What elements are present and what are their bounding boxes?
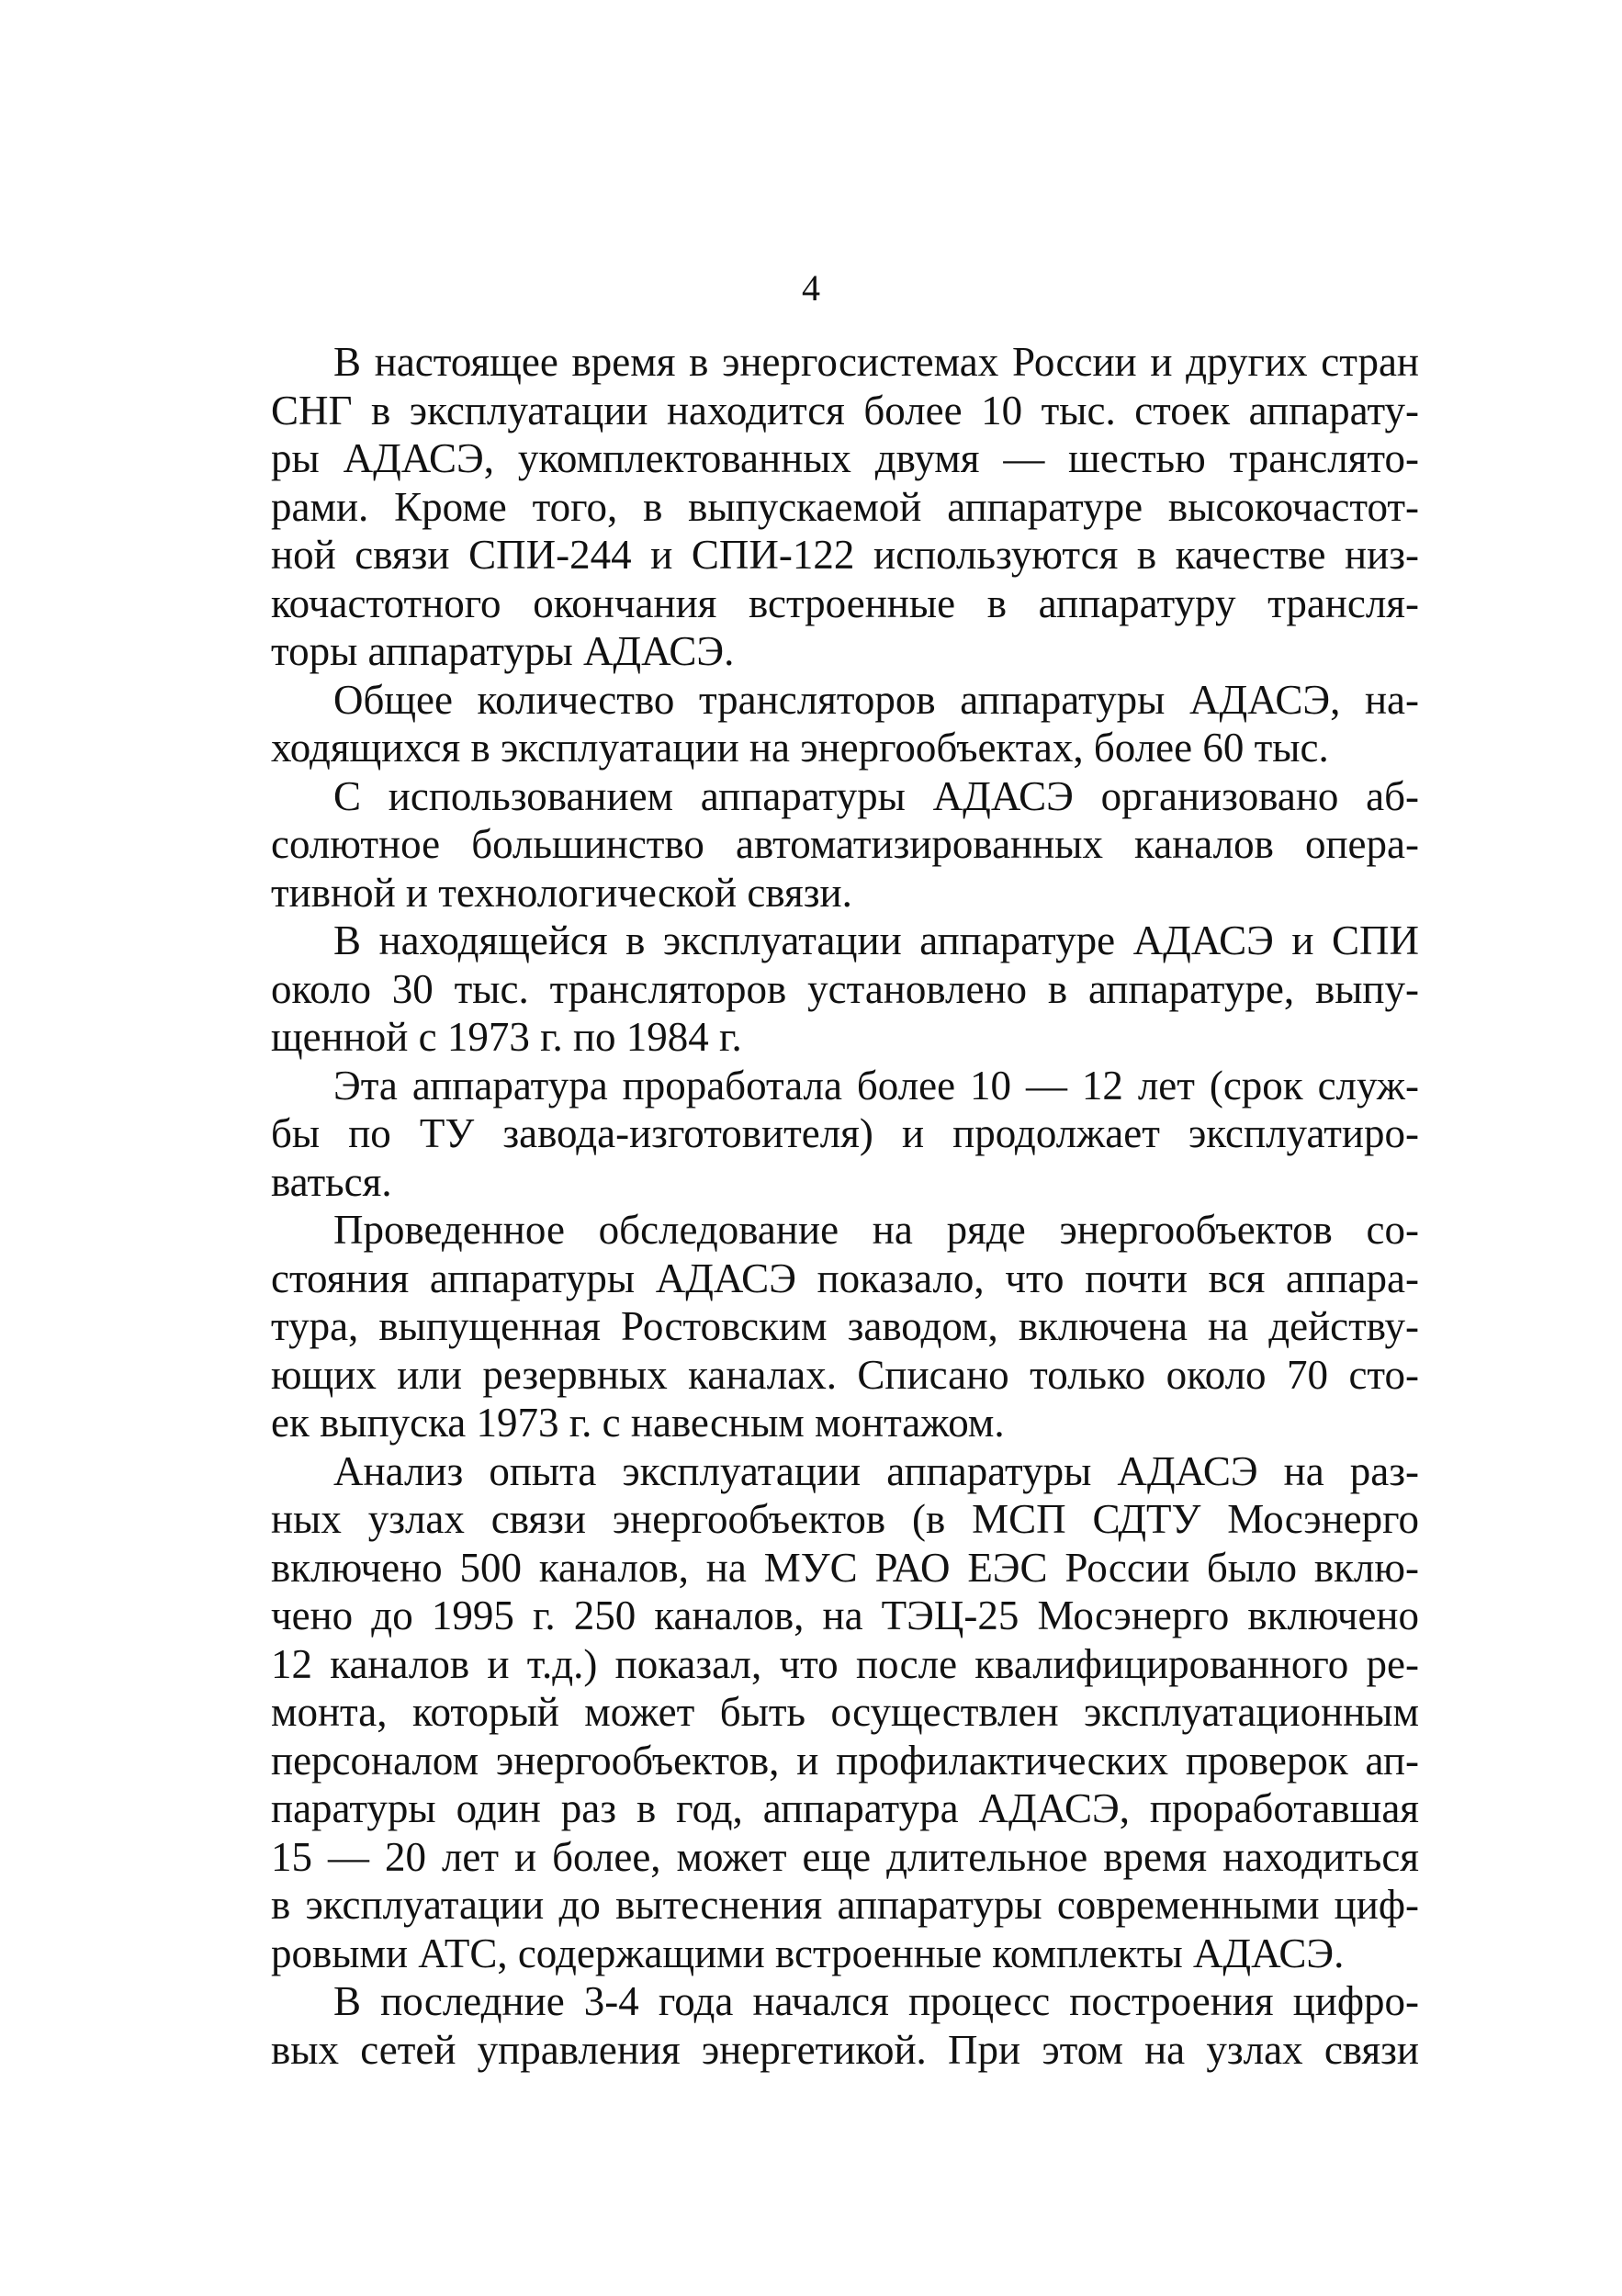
- text-line: ходящихся в эксплуатации на энергообъектах, более 60 тыс.: [271, 725, 1329, 771]
- paragraph: [271, 917, 1419, 1062]
- text-line: тивной и технологической связи.: [271, 869, 852, 916]
- paragraph: [271, 1447, 1419, 1978]
- page-number: 4: [802, 267, 820, 309]
- text-line: ющих или резервных каналах. Списано только около 70 сто-: [271, 1351, 1419, 1398]
- text-line: кочастотного окончания встроенные в аппаратуру трансля-: [271, 580, 1419, 626]
- text-line: Общее количество трансляторов аппаратуры АДАСЭ, на-: [333, 676, 1419, 723]
- text-line: стояния аппаратуры АДАСЭ показало, что почти вся аппара-: [271, 1255, 1419, 1301]
- paragraph: [271, 1062, 1419, 1207]
- text-line: персоналом энергообъектов, и профилактических проверок ап-: [271, 1737, 1419, 1784]
- text-line: В настоящее время в энергосистемах России и других стран: [333, 339, 1419, 385]
- paragraph: [271, 676, 1419, 772]
- text-line: С использованием аппаратуры АДАСЭ организовано аб-: [333, 772, 1419, 819]
- text-line: торы аппаратуры АДАСЭ.: [271, 628, 735, 674]
- text-line: рами. Кроме того, в выпускаемой аппаратуре высокочастот-: [271, 483, 1419, 530]
- text-line: В последние 3-4 года начался процесс построения цифро-: [333, 1978, 1419, 2024]
- text-line: Проведенное обследование на ряде энергообъектов со-: [333, 1207, 1419, 1253]
- text-line: ры АДАСЭ, укомплектованных двумя — шестью транслято-: [271, 435, 1419, 481]
- text-line: монта, который может быть осуществлен эксплуатационным: [271, 1689, 1419, 1735]
- paragraph: [271, 1977, 1419, 2074]
- text-line: тура, выпущенная Ростовским заводом, включена на действу-: [271, 1303, 1419, 1349]
- text-line: ной связи СПИ-244 и СПИ-122 используются в качестве низ-: [271, 532, 1419, 578]
- text-line: солютное большинство автоматизированных каналов опера-: [271, 821, 1419, 867]
- text-line: В находящейся в эксплуатации аппаратуре АДАСЭ и СПИ: [333, 917, 1419, 963]
- text-line: вых сетей управления энергетикой. При этом на узлах связи: [271, 2026, 1419, 2073]
- text-line: бы по ТУ завода-изготовителя) и продолжает эксплуатиро-: [271, 1110, 1419, 1156]
- text-line: около 30 тыс. трансляторов установлено в аппаратуре, выпу-: [271, 965, 1419, 1012]
- text-line: чено до 1995 г. 250 каналов, на ТЭЦ-25 Мосэнерго включено: [271, 1593, 1419, 1638]
- text-line: паратуры один раз в год, аппаратура АДАСЭ, проработавшая: [271, 1785, 1419, 1831]
- text-line: Эта аппаратура проработала более 10 — 12 лет (срок служ-: [333, 1062, 1419, 1109]
- text-line: ных узлах связи энергообъектов (в МСП СДТУ Мосэнерго: [271, 1496, 1419, 1542]
- text-line: 12 каналов и т.д.) показал, что после квалифицированного ре-: [271, 1640, 1419, 1687]
- paragraph: [271, 338, 1419, 676]
- paragraph: [271, 772, 1419, 917]
- text-line: Анализ опыта эксплуатации аппаратуры АДАСЭ на раз-: [333, 1447, 1419, 1494]
- text-line: СНГ в эксплуатации находится более 10 тыс. стоек аппарату-: [271, 387, 1419, 433]
- body-text: [271, 338, 1419, 2074]
- text-line: ровыми АТС, содержащими встроенные комплекты АДАСЭ.: [271, 1930, 1345, 1976]
- text-line: в эксплуатации до вытеснения аппаратуры современными циф-: [271, 1882, 1419, 1928]
- text-line: щенной с 1973 г. по 1984 г.: [271, 1014, 742, 1060]
- text-line: включено 500 каналов, на МУС РАО ЕЭС России было вклю-: [271, 1544, 1419, 1591]
- paragraph: [271, 1206, 1419, 1447]
- text-line: 15 — 20 лет и более, может еще длительное время находиться: [271, 1833, 1419, 1880]
- text-line: ваться.: [271, 1158, 392, 1205]
- text-line: ек выпуска 1973 г. с навесным монтажом.: [271, 1400, 1005, 1446]
